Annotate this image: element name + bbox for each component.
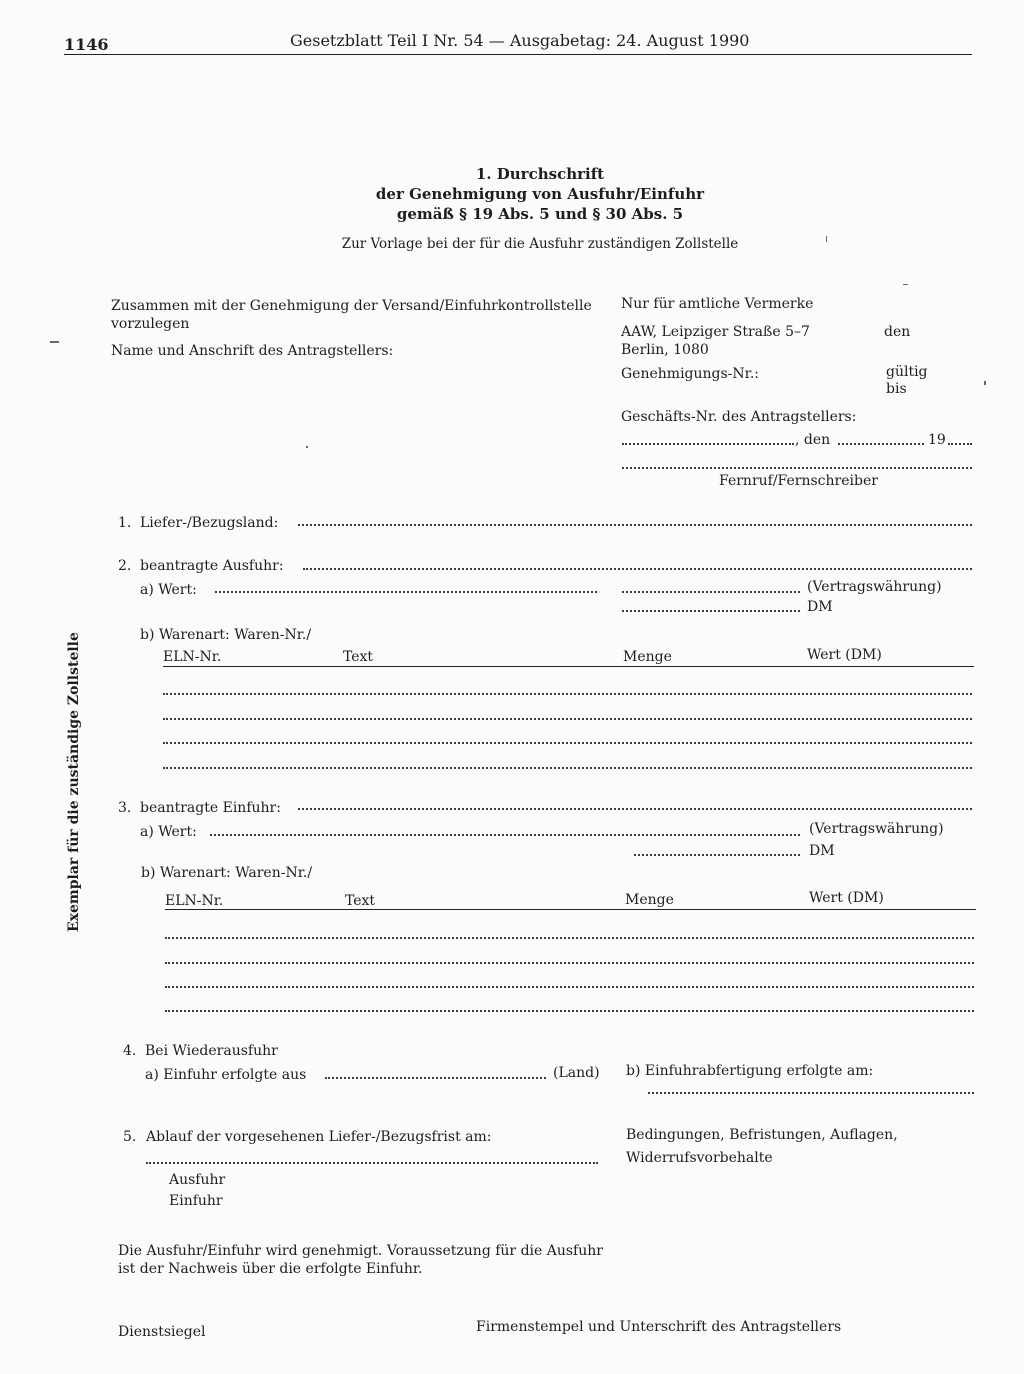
conditions-line-1: Bedingungen, Befristungen, Auflagen, [626, 1127, 898, 1143]
import-from-label: a) Einfuhr erfolgte aus [145, 1067, 307, 1083]
export-row-2[interactable] [163, 718, 972, 720]
date-den-label: , den [795, 432, 831, 448]
business-number-field[interactable] [622, 443, 794, 445]
phone-field[interactable] [622, 467, 972, 469]
section-2-number: 2. [118, 558, 132, 574]
year-field[interactable] [948, 443, 972, 445]
export-col-value: Wert (DM) [807, 647, 882, 663]
business-number-label: Geschäfts-Nr. des Antragstellers: [621, 409, 857, 425]
valid-label: gültig [886, 364, 928, 380]
import-col-eln: ELN-Nr. [165, 893, 224, 909]
import-col-value: Wert (DM) [809, 890, 884, 906]
section-3-number: 3. [118, 800, 132, 816]
page-number: 1146 [64, 35, 109, 54]
import-row-3[interactable] [165, 986, 974, 988]
export-goods-label: b) Warenart: Waren-Nr./ [140, 627, 312, 643]
import-value-label: a) Wert: [140, 824, 197, 840]
submit-note-line-2: vorzulegen [111, 316, 190, 332]
submit-note-line-1: Zusammen mit der Genehmigung der Versand/Einfuhrkontrollstelle [111, 298, 592, 314]
section-5-label: Ablauf der vorgesehenen Liefer-/Bezugsfrist am: [146, 1129, 492, 1145]
scan-mark [306, 446, 308, 448]
import-value-field[interactable] [210, 834, 800, 836]
section-5-number: 5. [123, 1129, 137, 1145]
import-row-2[interactable] [165, 962, 974, 964]
export-row-1[interactable] [163, 693, 972, 695]
export-col-quantity: Menge [623, 649, 672, 665]
import-row-4[interactable] [165, 1010, 974, 1012]
company-stamp-label: Firmenstempel und Unterschrift des Antragstellers [476, 1319, 842, 1335]
authority-address-line-1: AAW, Leipziger Straße 5–7 [621, 324, 810, 340]
approval-line-1: Die Ausfuhr/Einfuhr wird genehmigt. Voraussetzung für die Ausfuhr [118, 1243, 603, 1259]
deadline-import-label: Einfuhr [169, 1193, 223, 1209]
import-row-1[interactable] [165, 937, 974, 939]
gazette-header: Gesetzblatt Teil I Nr. 54 — Ausgabetag: 24. August 1990 [290, 31, 750, 50]
import-col-text: Text [345, 893, 376, 909]
import-field[interactable] [298, 808, 972, 810]
clearance-label: b) Einfuhrabfertigung erfolgte am: [626, 1063, 874, 1079]
import-contract-currency-label: (Vertragswährung) [809, 821, 944, 837]
export-dm-field[interactable] [622, 610, 800, 612]
date-year-label: 19 [928, 432, 946, 448]
date-field[interactable] [838, 443, 924, 445]
phone-label: Fernruf/Fernschreiber [719, 473, 878, 489]
header-rule [64, 54, 972, 55]
import-from-country-field[interactable] [325, 1077, 546, 1079]
import-col-quantity: Menge [625, 892, 674, 908]
import-table-rule [165, 909, 976, 910]
export-col-text: Text [343, 649, 374, 665]
export-value-label: a) Wert: [140, 582, 197, 598]
applicant-label: Name und Anschrift des Antragstellers: [111, 343, 394, 359]
clearance-date-field[interactable] [648, 1092, 974, 1094]
export-table-rule [163, 666, 974, 667]
title-line-2: der Genehmigung von Ausfuhr/Einfuhr [375, 185, 705, 203]
section-2-label: beantragte Ausfuhr: [140, 558, 284, 574]
authority-address-line-2: Berlin, 1080 [621, 342, 709, 358]
import-goods-label: b) Warenart: Waren-Nr./ [141, 865, 313, 881]
deadline-export-label: Ausfuhr [169, 1172, 226, 1188]
permit-number-label: Genehmigungs-Nr.: [621, 366, 759, 382]
official-seal-label: Dienstsiegel [118, 1324, 206, 1340]
import-dm-field[interactable] [634, 854, 800, 856]
section-4-number: 4. [123, 1043, 137, 1059]
export-value-field[interactable] [215, 591, 597, 593]
export-contract-currency-field[interactable] [622, 591, 800, 593]
export-row-4[interactable] [163, 767, 972, 769]
scan-mark [984, 381, 986, 385]
scan-mark [903, 284, 908, 285]
section-1-label: Liefer-/Bezugsland: [140, 515, 279, 531]
official-notes-label: Nur für amtliche Vermerke [621, 296, 814, 312]
scan-mark [826, 236, 827, 242]
export-field[interactable] [303, 568, 972, 570]
export-contract-currency-label: (Vertragswährung) [807, 579, 942, 595]
section-1-number: 1. [118, 515, 132, 531]
country-label: (Land) [553, 1065, 600, 1081]
side-label: Exemplar für die zuständige Zollstelle [66, 632, 82, 932]
export-row-3[interactable] [163, 742, 972, 744]
title-line-1: 1. Durchschrift [475, 165, 605, 183]
title-subtitle: Zur Vorlage bei der für die Ausfuhr zuständigen Zollstelle [341, 236, 739, 252]
deadline-field[interactable] [146, 1162, 598, 1164]
section-4-label: Bei Wiederausfuhr [145, 1043, 278, 1059]
section-3-label: beantragte Einfuhr: [140, 800, 281, 816]
conditions-line-2: Widerrufsvorbehalte [626, 1150, 773, 1166]
until-label: bis [886, 381, 907, 397]
export-dm-label: DM [807, 599, 833, 615]
den-label: den [884, 324, 911, 340]
approval-line-2: ist der Nachweis über die erfolgte Einfuhr. [118, 1261, 423, 1277]
import-dm-label: DM [809, 843, 835, 859]
scan-mark [50, 341, 59, 343]
country-field[interactable] [298, 524, 972, 526]
export-col-eln: ELN-Nr. [163, 649, 222, 665]
title-line-3: gemäß § 19 Abs. 5 und § 30 Abs. 5 [396, 205, 684, 223]
